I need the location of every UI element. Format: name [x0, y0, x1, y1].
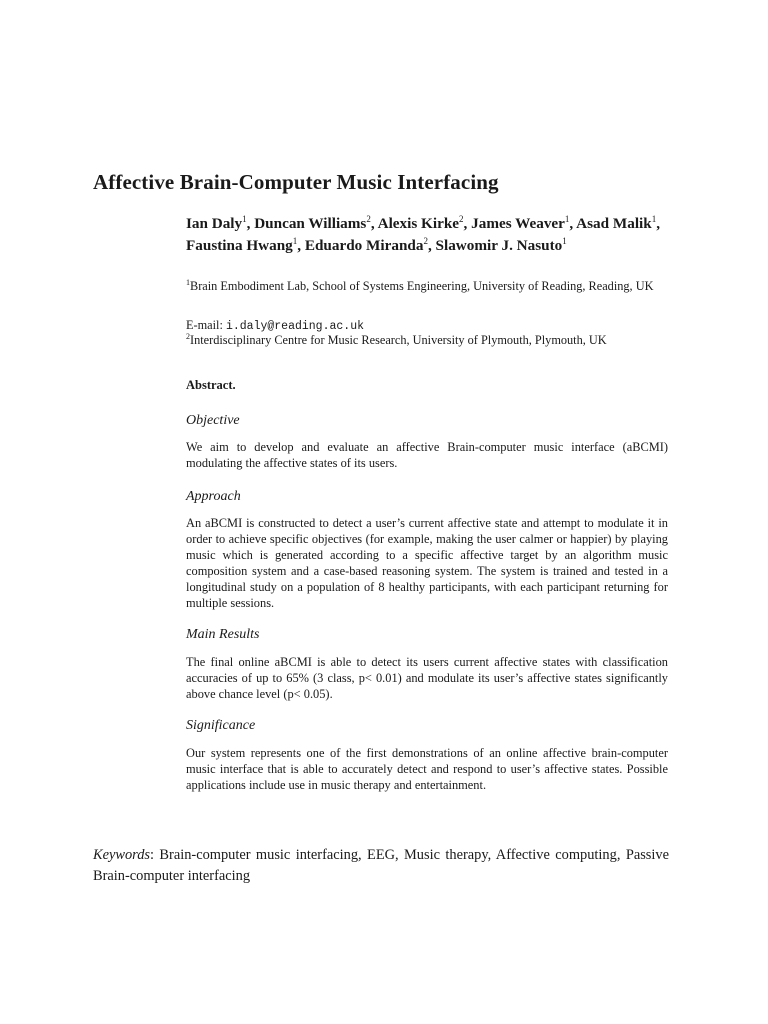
- section-text-significance: Our system represents one of the first demonstrations of an online affective brain-computer music interface that is able to accurately detect and respond to user’s affective states. Possible applications include use in music therapy and entertainment.: [186, 746, 668, 792]
- author-affiliation-mark: 2: [459, 213, 464, 224]
- author-affiliation-mark: 1: [242, 213, 247, 224]
- affiliation-1: [186, 278, 668, 295]
- author-affiliation-mark: 2: [423, 235, 428, 246]
- affiliation-text: Brain Embodiment Lab, School of Systems Engineering, University of Reading, Reading, UK: [190, 279, 654, 293]
- keywords-line: [93, 845, 669, 887]
- author-affiliation-mark: 1: [562, 235, 567, 246]
- section-text-objective: We aim to develop and evaluate an affective Brain-computer music interface (aBCMI) modulating the affective states of its users.: [186, 440, 668, 470]
- affiliation-text: Interdisciplinary Centre for Music Research, University of Plymouth, Plymouth, UK: [190, 333, 607, 347]
- paper-title: Affective Brain-Computer Music Interfacing: [93, 170, 499, 194]
- author-affiliation-mark: 1: [651, 213, 657, 224]
- author-affiliation-mark: 1: [292, 235, 298, 246]
- author-affiliation-mark: 2: [366, 213, 371, 224]
- section-text-main-results: The final online aBCMI is able to detect its users current affective states with classification accuracies of up to 65% (3 class, p< 0.01) and modulate its user’s affective states significantly above chance level (p< 0.05).: [186, 655, 668, 701]
- email-address: i.daly@reading.ac.uk: [225, 320, 364, 333]
- section-text-approach: An aBCMI is constructed to detect a user’s current affective state and attempt to modulate it in order to achieve specific objectives (for example, making the user calmer or happier) by playing music which is generated according to a specific affective target by an algorithm music composition system and a case-based reasoning system. The system is trained and tested in a longitudinal study on a population of 8 healthy participants, with each participant returning for multiple sessions.: [186, 516, 668, 610]
- author-name: James Weaver: [471, 215, 565, 232]
- keywords-label: Keywords: [93, 847, 151, 863]
- author-name: Alexis Kirke: [377, 215, 460, 232]
- author-name: Eduardo Miranda: [304, 236, 424, 254]
- affiliation-2: [186, 332, 668, 349]
- section-heading-main-results: Main Results: [186, 627, 260, 642]
- author-name: Asad Malik: [576, 215, 652, 232]
- affiliation-mark: 2: [186, 331, 190, 341]
- author-affiliation-mark: 1: [564, 213, 570, 224]
- email-label: E-mail:: [186, 318, 223, 332]
- section-heading-significance: Significance: [186, 718, 256, 733]
- author-name: Slawomir J. Nasuto: [435, 236, 563, 254]
- author-name: Ian Daly: [186, 215, 243, 232]
- affiliation-mark: 1: [186, 277, 190, 287]
- author-list: Ian Daly$^1$, Duncan Williams$^2$, Alexis Kirke$^2$, James Weaver$^1$, Asad Malik$^1$, Faustina Hwang$^1$, Eduardo Miranda$^2$, Slawomir J. Nasuto$^1$: [186, 213, 660, 254]
- author-name: Duncan Williams: [254, 215, 367, 232]
- author-name: Faustina Hwang: [186, 236, 293, 254]
- abstract-label: Abstract.: [186, 378, 236, 392]
- keywords-text: : Brain-computer music interfacing, EEG, Music therapy, Affective computing, Passive Brain-computer interfacing: [93, 847, 669, 884]
- section-heading-objective: Objective: [186, 413, 240, 428]
- section-heading-approach: Approach: [186, 489, 241, 504]
